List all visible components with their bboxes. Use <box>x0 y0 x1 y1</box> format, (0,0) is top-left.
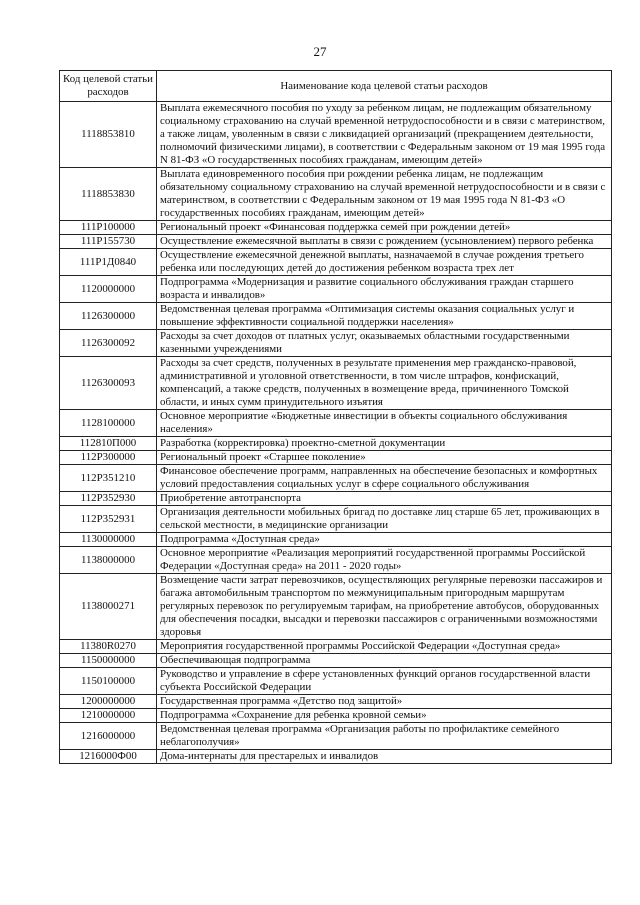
table-row <box>60 437 612 451</box>
row-code: 11380R0270 <box>60 640 157 654</box>
code-column-header: Код целевой статьи расходов <box>60 71 157 102</box>
row-name: Возмещение части затрат перевозчиков, осуществляющих регулярные перевозки пассажиров и багажа автомобильным транспортом по межмуниципальным пригородным маршрутам регулярных перевозок по регулируемым тарифам, на приобретение автобусов, оборудованных для обеспечения посадки, высадки и перевозки пассажиров с ограниченными возможностями здоровья <box>157 574 612 640</box>
table-row <box>60 102 612 168</box>
expense-codes-table <box>59 70 612 764</box>
row-code: 1210000000 <box>60 709 157 723</box>
row-name: Подпрограмма «Модернизация и развитие социального обслуживания граждан старшего возраста и инвалидов» <box>157 276 612 303</box>
table-row <box>60 574 612 640</box>
row-code: 112P351210 <box>60 465 157 492</box>
row-name: Основное мероприятие «Бюджетные инвестиции в объекты социального обслуживания населения» <box>157 410 612 437</box>
table-row <box>60 750 612 764</box>
row-name: Организация деятельности мобильных бригад по доставке лиц старше 65 лет, проживающих в сельской местности, в медицинские организации <box>157 506 612 533</box>
table-row <box>60 410 612 437</box>
table-row <box>60 506 612 533</box>
row-code: 1118853810 <box>60 102 157 168</box>
row-name: Обеспечивающая подпрограмма <box>157 654 612 668</box>
table-row <box>60 723 612 750</box>
row-code: 111P1Д0840 <box>60 249 157 276</box>
row-name: Государственная программа «Детство под защитой» <box>157 695 612 709</box>
row-name: Осуществление ежемесячной денежной выплаты, назначаемой в случае рождения третьего ребенка или последующих детей до достижения ребенком возраста трех лет <box>157 249 612 276</box>
row-code: 1130000000 <box>60 533 157 547</box>
row-code: 1216000000 <box>60 723 157 750</box>
row-code: 1118853830 <box>60 168 157 221</box>
row-code: 1150000000 <box>60 654 157 668</box>
row-name: Ведомственная целевая программа «Организация работы по профилактике семейного неблагополучия» <box>157 723 612 750</box>
name-column-header: Наименование кода целевой статьи расходов <box>157 71 612 102</box>
row-code: 112P352930 <box>60 492 157 506</box>
row-name: Выплата единовременного пособия при рождении ребенка лицам, не подлежащим обязательному социальному страхованию на случай временной нетрудоспособности и в связи с материнством, в соответствии с Федеральным законом от 19 мая 1995 года N 81-ФЗ «О государственных пособиях гражданам, имеющим детей» <box>157 168 612 221</box>
table-row <box>60 695 612 709</box>
row-name: Подпрограмма «Доступная среда» <box>157 533 612 547</box>
table-header-row <box>60 71 612 102</box>
table-row <box>60 492 612 506</box>
row-name: Расходы за счет доходов от платных услуг, оказываемых областными государственными казенными учреждениями <box>157 330 612 357</box>
row-code: 112P352931 <box>60 506 157 533</box>
table-row <box>60 168 612 221</box>
row-code: 1120000000 <box>60 276 157 303</box>
row-code: 1138000000 <box>60 547 157 574</box>
row-name: Региональный проект «Старшее поколение» <box>157 451 612 465</box>
table-row <box>60 330 612 357</box>
table-row <box>60 221 612 235</box>
row-name: Основное мероприятие «Реализация мероприятий государственной программы Российской Федерации «Доступная среда» на 2011 - 2020 годы» <box>157 547 612 574</box>
table-row <box>60 547 612 574</box>
table-row <box>60 303 612 330</box>
row-code: 1128100000 <box>60 410 157 437</box>
row-code: 111P100000 <box>60 221 157 235</box>
row-name: Мероприятия государственной программы Российской Федерации «Доступная среда» <box>157 640 612 654</box>
table-row <box>60 276 612 303</box>
row-code: 1150100000 <box>60 668 157 695</box>
row-name: Приобретение автотранспорта <box>157 492 612 506</box>
table-row <box>60 249 612 276</box>
table-row <box>60 533 612 547</box>
row-name: Дома-интернаты для престарелых и инвалидов <box>157 750 612 764</box>
table-row <box>60 235 612 249</box>
row-name: Региональный проект «Финансовая поддержка семей при рождении детей» <box>157 221 612 235</box>
row-code: 1200000000 <box>60 695 157 709</box>
row-name: Выплата ежемесячного пособия по уходу за ребенком лицам, не подлежащим обязательному социальному страхованию на случай временной нетрудоспособности и в связи с материнством, а также лицам, уволенным в связи с ликвидацией организаций (прекращением деятельности, полномочий физическими лицами), в соответствии с Федеральным законом от 19 мая 1995 года N 81-ФЗ «О государственных пособиях гражданам, имеющим детей» <box>157 102 612 168</box>
row-code: 1126300000 <box>60 303 157 330</box>
page-number: 27 <box>313 44 327 59</box>
row-code: 112P300000 <box>60 451 157 465</box>
table-row <box>60 640 612 654</box>
table-row <box>60 465 612 492</box>
row-name: Финансовое обеспечение программ, направленных на обеспечение безопасных и комфортных условий предоставления социальных услуг в сфере социального обслуживания <box>157 465 612 492</box>
row-name: Руководство и управление в сфере установленных функций органов государственной власти субъекта Российской Федерации <box>157 668 612 695</box>
table-row <box>60 709 612 723</box>
row-code: 112810П000 <box>60 437 157 451</box>
row-name: Ведомственная целевая программа «Оптимизация системы оказания социальных услуг и повышение эффективности социальной поддержки населения» <box>157 303 612 330</box>
row-name: Осуществление ежемесячной выплаты в связи с рождением (усыновлением) первого ребенка <box>157 235 612 249</box>
row-name: Подпрограмма «Сохранение для ребенка кровной семьи» <box>157 709 612 723</box>
row-name: Разработка (корректировка) проектно-сметной документации <box>157 437 612 451</box>
table-row <box>60 451 612 465</box>
row-code: 1138000271 <box>60 574 157 640</box>
table-row <box>60 357 612 410</box>
row-name: Расходы за счет средств, полученных в результате применения мер гражданско-правовой, административной и уголовной ответственности, в том числе штрафов, конфискаций, компенсаций, а также средств, полученных в возмещение вреда, причиненного Томской области, и иных сумм принудительного изъятия <box>157 357 612 410</box>
table-row <box>60 654 612 668</box>
row-code: 1126300092 <box>60 330 157 357</box>
row-code: 1216000Ф00 <box>60 750 157 764</box>
row-code: 111P155730 <box>60 235 157 249</box>
row-code: 1126300093 <box>60 357 157 410</box>
table-row <box>60 668 612 695</box>
